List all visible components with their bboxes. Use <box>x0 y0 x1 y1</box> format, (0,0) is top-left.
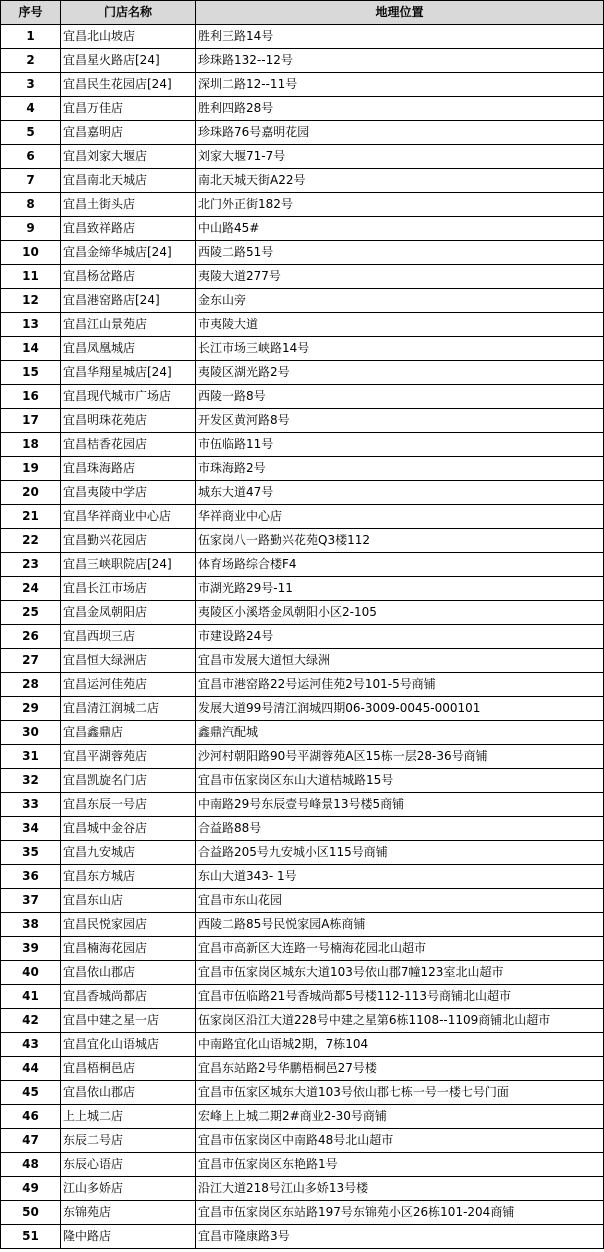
cell-location: 中南路宜化山语城2期，7栋104 <box>196 1033 604 1057</box>
table-row <box>1 961 604 985</box>
cell-store-name: 宜昌楠海花园店 <box>61 937 196 961</box>
table-row <box>1 457 604 481</box>
cell-location: 鑫鼎汽配城 <box>196 721 604 745</box>
cell-location: 宏峰上上城二期2#商业2-30号商铺 <box>196 1105 604 1129</box>
cell-serial-number: 47 <box>1 1129 61 1153</box>
table-row <box>1 337 604 361</box>
table-row <box>1 1009 604 1033</box>
cell-serial-number: 39 <box>1 937 61 961</box>
cell-serial-number: 12 <box>1 289 61 313</box>
table-row <box>1 361 604 385</box>
table-row <box>1 529 604 553</box>
cell-store-name: 宜昌三峡职院店[24] <box>61 553 196 577</box>
cell-location: 中南路29号东辰壹号峰景13号楼5商铺 <box>196 793 604 817</box>
cell-location: 西陵二路85号民悦家园A栋商铺 <box>196 913 604 937</box>
cell-serial-number: 5 <box>1 121 61 145</box>
cell-serial-number: 19 <box>1 457 61 481</box>
cell-serial-number: 35 <box>1 841 61 865</box>
cell-location: 长江市场三峡路14号 <box>196 337 604 361</box>
cell-location: 宜昌市伍家岗区东站路197号东锦苑小区26栋101-204商铺 <box>196 1201 604 1225</box>
cell-serial-number: 9 <box>1 217 61 241</box>
header-store-name: 门店名称 <box>61 1 196 25</box>
table-row <box>1 241 604 265</box>
cell-serial-number: 7 <box>1 169 61 193</box>
cell-serial-number: 51 <box>1 1225 61 1249</box>
cell-store-name: 宜昌凤凰城店 <box>61 337 196 361</box>
cell-serial-number: 42 <box>1 1009 61 1033</box>
cell-store-name: 宜昌九安城店 <box>61 841 196 865</box>
cell-store-name: 宜昌南北天城店 <box>61 169 196 193</box>
table-row <box>1 121 604 145</box>
cell-serial-number: 40 <box>1 961 61 985</box>
table-row <box>1 409 604 433</box>
header-row <box>1 1 604 25</box>
table-row <box>1 913 604 937</box>
cell-location: 宜昌市伍家岗区城东大道103号依山郡7幢123室北山超市 <box>196 961 604 985</box>
table-row <box>1 1153 604 1177</box>
cell-location: 南北天城天街A22号 <box>196 169 604 193</box>
cell-serial-number: 25 <box>1 601 61 625</box>
cell-store-name: 东锦苑店 <box>61 1201 196 1225</box>
cell-store-name: 宜昌宜化山语城店 <box>61 1033 196 1057</box>
cell-store-name: 宜昌依山郡店 <box>61 1081 196 1105</box>
cell-location: 华祥商业中心店 <box>196 505 604 529</box>
cell-store-name: 宜昌港窑路店[24] <box>61 289 196 313</box>
cell-serial-number: 11 <box>1 265 61 289</box>
cell-store-name: 东辰心语店 <box>61 1153 196 1177</box>
table-row <box>1 505 604 529</box>
cell-location: 市珠海路2号 <box>196 457 604 481</box>
table-row <box>1 1129 604 1153</box>
cell-location: 北门外正街182号 <box>196 193 604 217</box>
cell-serial-number: 37 <box>1 889 61 913</box>
cell-serial-number: 24 <box>1 577 61 601</box>
cell-location: 市湖光路29号-11 <box>196 577 604 601</box>
table-row <box>1 841 604 865</box>
table-body <box>1 25 604 1249</box>
cell-location: 东山大道343- 1号 <box>196 865 604 889</box>
cell-location: 宜昌市发展大道恒大绿洲 <box>196 649 604 673</box>
cell-serial-number: 21 <box>1 505 61 529</box>
cell-store-name: 江山多娇店 <box>61 1177 196 1201</box>
cell-serial-number: 36 <box>1 865 61 889</box>
cell-location: 宜昌市伍家岗区中南路48号北山超市 <box>196 1129 604 1153</box>
cell-serial-number: 44 <box>1 1057 61 1081</box>
cell-location: 宜昌市伍家区城东大道103号依山郡七栋一号一楼七号门面 <box>196 1081 604 1105</box>
table-row <box>1 889 604 913</box>
table-row <box>1 673 604 697</box>
cell-serial-number: 1 <box>1 25 61 49</box>
cell-location: 合益路205号九安城小区115号商铺 <box>196 841 604 865</box>
cell-serial-number: 46 <box>1 1105 61 1129</box>
cell-serial-number: 16 <box>1 385 61 409</box>
cell-location: 胜利三路14号 <box>196 25 604 49</box>
cell-serial-number: 38 <box>1 913 61 937</box>
cell-location: 伍家岗八一路勤兴花苑Q3楼112 <box>196 529 604 553</box>
cell-store-name: 宜昌梧桐邑店 <box>61 1057 196 1081</box>
table-row <box>1 49 604 73</box>
cell-store-name: 宜昌华翔星城店[24] <box>61 361 196 385</box>
cell-store-name: 宜昌华祥商业中心店 <box>61 505 196 529</box>
table-row <box>1 145 604 169</box>
table-row <box>1 1057 604 1081</box>
table-row <box>1 385 604 409</box>
cell-store-name: 隆中路店 <box>61 1225 196 1249</box>
cell-serial-number: 18 <box>1 433 61 457</box>
cell-location: 深圳二路12--11号 <box>196 73 604 97</box>
table-row <box>1 985 604 1009</box>
table-row <box>1 25 604 49</box>
cell-location: 宜昌市伍家岗区东艳路1号 <box>196 1153 604 1177</box>
cell-location: 沙河村朝阳路90号平湖蓉苑A区15栋一层28-36号商铺 <box>196 745 604 769</box>
cell-store-name: 宜昌现代城市广场店 <box>61 385 196 409</box>
table-row <box>1 721 604 745</box>
cell-serial-number: 26 <box>1 625 61 649</box>
cell-location: 宜昌市伍临路21号香城尚都5号楼112-113号商铺北山超市 <box>196 985 604 1009</box>
cell-location: 市建设路24号 <box>196 625 604 649</box>
header-location: 地理位置 <box>196 1 604 25</box>
cell-location: 宜昌东站路2号华鹏梧桐邑27号楼 <box>196 1057 604 1081</box>
table-row <box>1 265 604 289</box>
table-row <box>1 745 604 769</box>
table-row <box>1 217 604 241</box>
cell-location: 市伍临路11号 <box>196 433 604 457</box>
table-row <box>1 601 604 625</box>
cell-store-name: 宜昌土街头店 <box>61 193 196 217</box>
cell-serial-number: 10 <box>1 241 61 265</box>
cell-location: 宜昌市高新区大连路一号楠海花园北山超市 <box>196 937 604 961</box>
table-row <box>1 577 604 601</box>
table-header <box>1 1 604 25</box>
table-row <box>1 697 604 721</box>
cell-store-name: 宜昌香城尚都店 <box>61 985 196 1009</box>
cell-store-name: 宜昌金凤朝阳店 <box>61 601 196 625</box>
table-row <box>1 937 604 961</box>
table-row <box>1 481 604 505</box>
table-row <box>1 169 604 193</box>
cell-serial-number: 4 <box>1 97 61 121</box>
cell-serial-number: 8 <box>1 193 61 217</box>
cell-location: 合益路88号 <box>196 817 604 841</box>
cell-serial-number: 28 <box>1 673 61 697</box>
cell-store-name: 宜昌东辰一号店 <box>61 793 196 817</box>
cell-location: 珍珠路132--12号 <box>196 49 604 73</box>
table-row <box>1 769 604 793</box>
cell-serial-number: 2 <box>1 49 61 73</box>
cell-location: 体育场路综合楼F4 <box>196 553 604 577</box>
table-row <box>1 793 604 817</box>
table-row <box>1 1105 604 1129</box>
cell-location: 市夷陵大道 <box>196 313 604 337</box>
cell-store-name: 宜昌东方城店 <box>61 865 196 889</box>
cell-store-name: 宜昌长江市场店 <box>61 577 196 601</box>
cell-store-name: 宜昌北山坡店 <box>61 25 196 49</box>
cell-serial-number: 48 <box>1 1153 61 1177</box>
cell-location: 伍家岗区沿江大道228号中建之星第6栋1108--1109商铺北山超市 <box>196 1009 604 1033</box>
table-row <box>1 553 604 577</box>
cell-location: 夷陵区小溪塔金凤朝阳小区2-105 <box>196 601 604 625</box>
cell-store-name: 宜昌明珠花苑店 <box>61 409 196 433</box>
cell-location: 城东大道47号 <box>196 481 604 505</box>
cell-serial-number: 15 <box>1 361 61 385</box>
cell-serial-number: 29 <box>1 697 61 721</box>
cell-serial-number: 17 <box>1 409 61 433</box>
cell-store-name: 宜昌依山郡店 <box>61 961 196 985</box>
cell-store-name: 宜昌西坝三店 <box>61 625 196 649</box>
cell-store-name: 宜昌中建之星一店 <box>61 1009 196 1033</box>
cell-serial-number: 23 <box>1 553 61 577</box>
header-serial-number: 序号 <box>1 1 61 25</box>
cell-store-name: 宜昌清江润城二店 <box>61 697 196 721</box>
cell-location: 中山路45# <box>196 217 604 241</box>
cell-serial-number: 33 <box>1 793 61 817</box>
cell-store-name: 宜昌万佳店 <box>61 97 196 121</box>
table-row <box>1 289 604 313</box>
cell-location: 夷陵区湖光路2号 <box>196 361 604 385</box>
cell-store-name: 宜昌致祥路店 <box>61 217 196 241</box>
cell-store-name: 上上城二店 <box>61 1105 196 1129</box>
table-row <box>1 817 604 841</box>
cell-location: 胜利四路28号 <box>196 97 604 121</box>
cell-location: 金东山旁 <box>196 289 604 313</box>
table-row <box>1 1201 604 1225</box>
cell-serial-number: 41 <box>1 985 61 1009</box>
table-row <box>1 1033 604 1057</box>
table-row <box>1 1225 604 1249</box>
table-row <box>1 1081 604 1105</box>
cell-serial-number: 20 <box>1 481 61 505</box>
cell-store-name: 宜昌鑫鼎店 <box>61 721 196 745</box>
cell-serial-number: 34 <box>1 817 61 841</box>
cell-serial-number: 45 <box>1 1081 61 1105</box>
cell-location: 发展大道99号清江润城四期06-3009-0045-000101 <box>196 697 604 721</box>
cell-location: 宜昌市伍家岗区东山大道桔城路15号 <box>196 769 604 793</box>
cell-store-name: 宜昌桔香花园店 <box>61 433 196 457</box>
cell-store-name: 宜昌恒大绿洲店 <box>61 649 196 673</box>
cell-serial-number: 13 <box>1 313 61 337</box>
cell-store-name: 宜昌平湖蓉苑店 <box>61 745 196 769</box>
cell-store-name: 宜昌江山景苑店 <box>61 313 196 337</box>
cell-serial-number: 30 <box>1 721 61 745</box>
table-row <box>1 73 604 97</box>
cell-store-name: 宜昌金缔华城店[24] <box>61 241 196 265</box>
cell-serial-number: 50 <box>1 1201 61 1225</box>
cell-location: 夷陵大道277号 <box>196 265 604 289</box>
cell-store-name: 宜昌刘家大堰店 <box>61 145 196 169</box>
table-row <box>1 1177 604 1201</box>
cell-serial-number: 31 <box>1 745 61 769</box>
cell-store-name: 宜昌运河佳苑店 <box>61 673 196 697</box>
cell-store-name: 宜昌星火路店[24] <box>61 49 196 73</box>
cell-store-name: 宜昌城中金谷店 <box>61 817 196 841</box>
cell-location: 宜昌市东山花园 <box>196 889 604 913</box>
table-row <box>1 433 604 457</box>
cell-store-name: 宜昌珠海路店 <box>61 457 196 481</box>
cell-store-name: 宜昌凯旋名门店 <box>61 769 196 793</box>
cell-serial-number: 32 <box>1 769 61 793</box>
cell-serial-number: 14 <box>1 337 61 361</box>
table-row <box>1 865 604 889</box>
cell-location: 西陵二路51号 <box>196 241 604 265</box>
cell-serial-number: 27 <box>1 649 61 673</box>
cell-store-name: 宜昌民生花园店[24] <box>61 73 196 97</box>
cell-store-name: 宜昌勤兴花园店 <box>61 529 196 553</box>
cell-serial-number: 6 <box>1 145 61 169</box>
cell-store-name: 东辰二号店 <box>61 1129 196 1153</box>
cell-store-name: 宜昌杨岔路店 <box>61 265 196 289</box>
cell-serial-number: 3 <box>1 73 61 97</box>
cell-store-name: 宜昌夷陵中学店 <box>61 481 196 505</box>
cell-serial-number: 43 <box>1 1033 61 1057</box>
cell-store-name: 宜昌东山店 <box>61 889 196 913</box>
table-row <box>1 625 604 649</box>
table-row <box>1 649 604 673</box>
cell-serial-number: 22 <box>1 529 61 553</box>
table-row <box>1 313 604 337</box>
cell-location: 刘家大堰71-7号 <box>196 145 604 169</box>
table-row <box>1 97 604 121</box>
cell-store-name: 宜昌嘉明店 <box>61 121 196 145</box>
table-row <box>1 193 604 217</box>
cell-store-name: 宜昌民悦家园店 <box>61 913 196 937</box>
cell-location: 珍珠路76号嘉明花园 <box>196 121 604 145</box>
cell-location: 宜昌市隆康路3号 <box>196 1225 604 1249</box>
cell-serial-number: 49 <box>1 1177 61 1201</box>
cell-location: 沿江大道218号江山多娇13号楼 <box>196 1177 604 1201</box>
cell-location: 宜昌市港窑路22号运河佳苑2号101-5号商铺 <box>196 673 604 697</box>
cell-location: 西陵一路8号 <box>196 385 604 409</box>
cell-location: 开发区黄河路8号 <box>196 409 604 433</box>
